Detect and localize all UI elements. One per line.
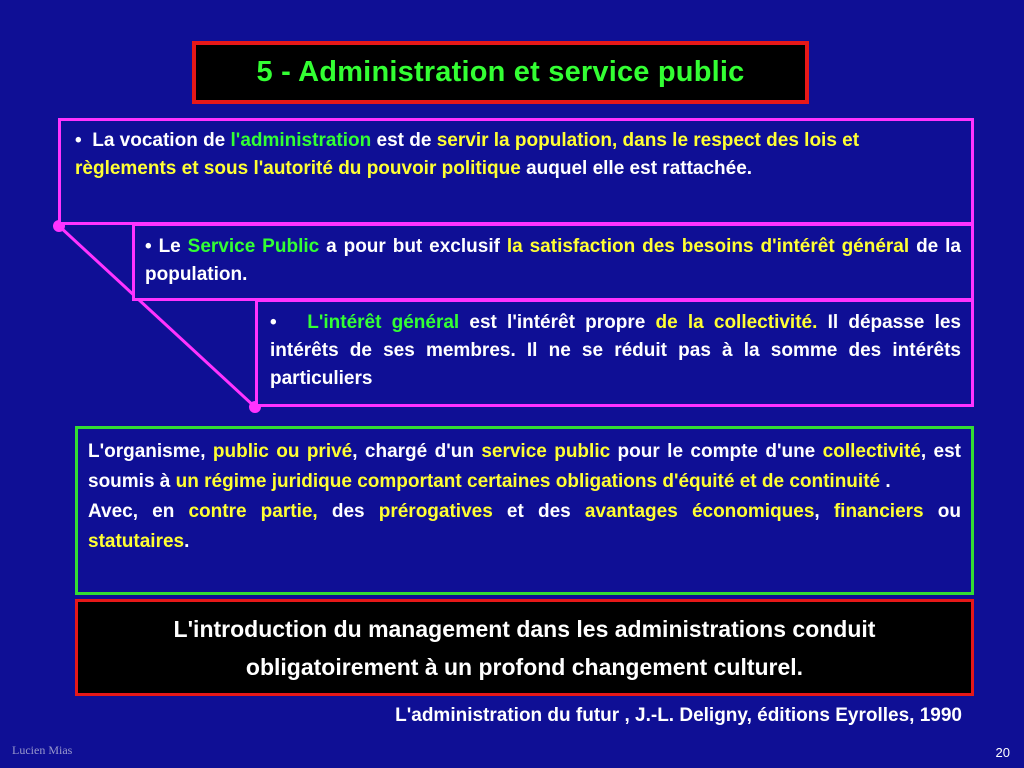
org-text: pour le compte d'une xyxy=(610,441,823,462)
organisme-paragraph-1 xyxy=(88,437,961,497)
org-text: des xyxy=(317,501,379,522)
org-text: ou xyxy=(923,501,961,522)
bullet1-highlight-administration: l'administration xyxy=(230,130,372,151)
bullet1-text-2: est de xyxy=(371,130,437,151)
bullet2-text-1: a pour but exclusif xyxy=(319,236,507,257)
footer-author: Lucien Mias xyxy=(12,743,73,757)
bullet-box-service-public xyxy=(132,223,974,301)
bullet1-text-1: La vocation de xyxy=(92,130,231,151)
title-box xyxy=(192,41,809,104)
org-text: . xyxy=(184,531,190,552)
bullet2-highlight-satisfaction: la satisfaction des besoins d'intérêt général xyxy=(506,236,910,257)
bullet-box-interet-general xyxy=(255,299,974,407)
bullet3-text-2: Il dépasse les intérêts de ses membres. Il ne se réduit pas à la somme des intérêts particuliers xyxy=(270,312,961,389)
bullet2-highlight-service-public: Service Public xyxy=(187,236,320,257)
org-highlight: un régime juridique comportant certaines obligations d'équité et de continuité xyxy=(175,471,881,492)
org-text: , xyxy=(814,501,834,522)
organisme-paragraph-2 xyxy=(88,497,961,557)
conclusion-text: L'introduction du management dans les administrations conduit obligatoirement à un profond changement culturel. xyxy=(173,615,876,680)
conclusion-box xyxy=(75,599,974,696)
org-highlight: prérogatives xyxy=(378,501,493,522)
org-text: . xyxy=(880,471,891,492)
org-highlight: service public xyxy=(481,441,611,462)
bullet2-marker: • Le xyxy=(145,236,188,257)
bullet2-text-2: de la population. xyxy=(145,236,961,285)
bullet3-text-1: est l'intérêt propre xyxy=(459,312,656,333)
bullet3-highlight-interet-general: L'intérêt général xyxy=(307,312,460,333)
org-highlight: collectivité xyxy=(822,441,921,462)
bullet-box-administration xyxy=(58,118,974,225)
org-text: L'organisme, xyxy=(88,441,213,462)
org-text: et des xyxy=(492,501,585,522)
org-text: , chargé d'un xyxy=(352,441,482,462)
bullet-marker: • xyxy=(75,130,82,151)
org-text: Avec, en xyxy=(88,501,189,522)
bullet3-marker: • xyxy=(270,312,277,333)
organisme-box xyxy=(75,426,974,595)
bullet3-highlight-collectivite: de la collectivité. xyxy=(655,312,818,333)
org-highlight: contre partie, xyxy=(188,501,318,522)
org-highlight: statutaires xyxy=(88,531,185,552)
bullet1-highlight-mission: servir la population, dans le respect des lois et règlements et sous l'autorité du pouvoir politique xyxy=(75,130,860,179)
page-number: 20 xyxy=(995,745,1010,760)
org-highlight: financiers xyxy=(833,501,924,522)
page-title: 5 - Administration et service public xyxy=(256,56,745,88)
org-text: , est soumis à xyxy=(88,441,961,492)
org-highlight: avantages économiques xyxy=(584,501,815,522)
bullet1-text-3: auquel elle est rattachée. xyxy=(520,158,753,179)
org-highlight: public ou privé xyxy=(212,441,353,462)
citation: L'administration du futur , J.-L. Deligny, éditions Eyrolles, 1990 xyxy=(395,705,962,726)
